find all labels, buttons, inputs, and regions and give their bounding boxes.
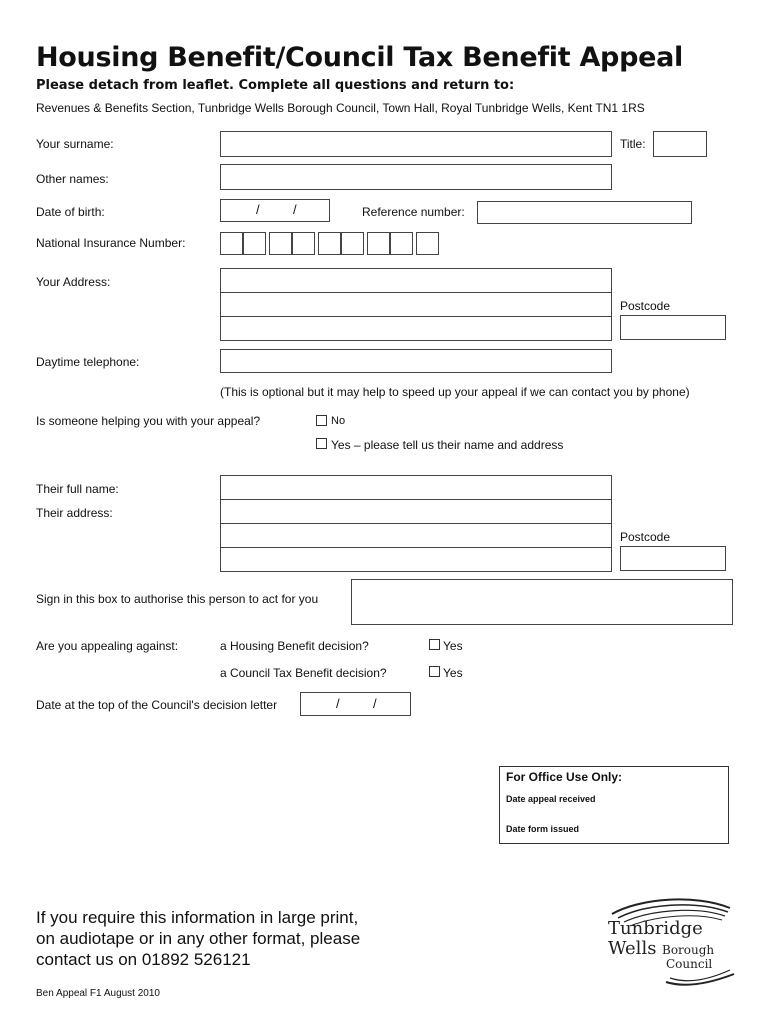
postcode-field[interactable] bbox=[620, 315, 726, 340]
dob-label: Date of birth: bbox=[36, 205, 105, 219]
ctb-decision-label: a Council Tax Benefit decision? bbox=[220, 666, 387, 680]
date-received-label: Date appeal received bbox=[506, 794, 596, 804]
reference-field[interactable] bbox=[477, 201, 692, 224]
helping-yes-label: Yes – please tell us their name and address bbox=[331, 438, 564, 452]
other-names-field[interactable] bbox=[220, 164, 612, 190]
surname-field[interactable] bbox=[220, 131, 612, 157]
title-label: Title: bbox=[620, 137, 646, 151]
address-line-3[interactable] bbox=[220, 316, 612, 341]
ni-char-box[interactable] bbox=[292, 232, 315, 255]
council-logo: Tunbridge Wells Borough Council bbox=[600, 892, 740, 992]
postcode-label: Postcode bbox=[620, 299, 671, 313]
ctb-yes-checkbox[interactable] bbox=[429, 666, 440, 677]
ni-char-box[interactable] bbox=[367, 232, 390, 255]
address-label: Your Address: bbox=[36, 275, 111, 289]
their-postcode-label: Postcode bbox=[620, 530, 671, 544]
office-use-title: For Office Use Only: bbox=[506, 770, 623, 784]
hb-yes-label: Yes bbox=[443, 639, 463, 653]
ni-char-box[interactable] bbox=[416, 232, 439, 255]
dob-separator: / bbox=[256, 202, 260, 217]
dob-field[interactable] bbox=[220, 199, 330, 222]
their-name-field[interactable] bbox=[220, 475, 612, 500]
their-address-line-2[interactable] bbox=[220, 523, 612, 548]
ni-char-box[interactable] bbox=[243, 232, 266, 255]
decision-date-label: Date at the top of the Council's decision letter bbox=[36, 698, 278, 712]
office-use-box bbox=[499, 766, 729, 844]
their-address-line-1[interactable] bbox=[220, 499, 612, 524]
phone-note: (This is optional but it may help to speed up your appeal if we can contact you by phone) bbox=[220, 385, 690, 399]
other-names-label: Other names: bbox=[36, 172, 109, 186]
hb-decision-label: a Housing Benefit decision? bbox=[220, 639, 369, 653]
form-reference: Ben Appeal F1 August 2010 bbox=[36, 988, 160, 999]
helping-label: Is someone helping you with your appeal? bbox=[36, 414, 261, 428]
their-name-label: Their full name: bbox=[36, 482, 119, 496]
ni-char-box[interactable] bbox=[318, 232, 341, 255]
large-print-notice: If you require this information in large print, on audiotape or in any other format, please contact us on 01892 526121 bbox=[36, 908, 361, 969]
appealing-label: Are you appealing against: bbox=[36, 639, 179, 653]
their-postcode-field[interactable] bbox=[620, 546, 726, 571]
sign-label: Sign in this box to authorise this person to act for you bbox=[36, 592, 319, 606]
their-address-label: Their address: bbox=[36, 506, 113, 520]
date-separator: / bbox=[373, 696, 377, 711]
surname-label: Your surname: bbox=[36, 137, 114, 151]
form-subtitle: Please detach from leaflet. Complete all questions and return to: bbox=[36, 78, 515, 93]
ni-char-box[interactable] bbox=[220, 232, 243, 255]
signature-box[interactable] bbox=[351, 579, 733, 625]
ni-label: National Insurance Number: bbox=[36, 236, 186, 250]
dob-separator: / bbox=[293, 202, 297, 217]
their-address-line-3[interactable] bbox=[220, 547, 612, 572]
ctb-yes-label: Yes bbox=[443, 666, 463, 680]
decision-date-field[interactable] bbox=[300, 692, 411, 716]
telephone-label: Daytime telephone: bbox=[36, 355, 140, 369]
return-address: Revenues & Benefits Section, Tunbridge Wells Borough Council, Town Hall, Royal Tunbridge Wells, Kent TN1 1RS bbox=[36, 101, 645, 115]
helping-no-checkbox[interactable] bbox=[316, 415, 327, 426]
address-line-2[interactable] bbox=[220, 292, 612, 317]
ni-char-box[interactable] bbox=[269, 232, 292, 255]
ni-char-box[interactable] bbox=[341, 232, 364, 255]
date-issued-label: Date form issued bbox=[506, 824, 580, 834]
ni-char-box[interactable] bbox=[390, 232, 413, 255]
hb-yes-checkbox[interactable] bbox=[429, 639, 440, 650]
form-title: Housing Benefit/Council Tax Benefit Appeal bbox=[36, 42, 684, 73]
helping-yes-checkbox[interactable] bbox=[316, 438, 327, 449]
title-field[interactable] bbox=[653, 131, 707, 157]
telephone-field[interactable] bbox=[220, 349, 612, 373]
date-separator: / bbox=[336, 696, 340, 711]
reference-label: Reference number: bbox=[362, 205, 465, 219]
address-line-1[interactable] bbox=[220, 268, 612, 293]
helping-no-label: No bbox=[331, 415, 346, 427]
